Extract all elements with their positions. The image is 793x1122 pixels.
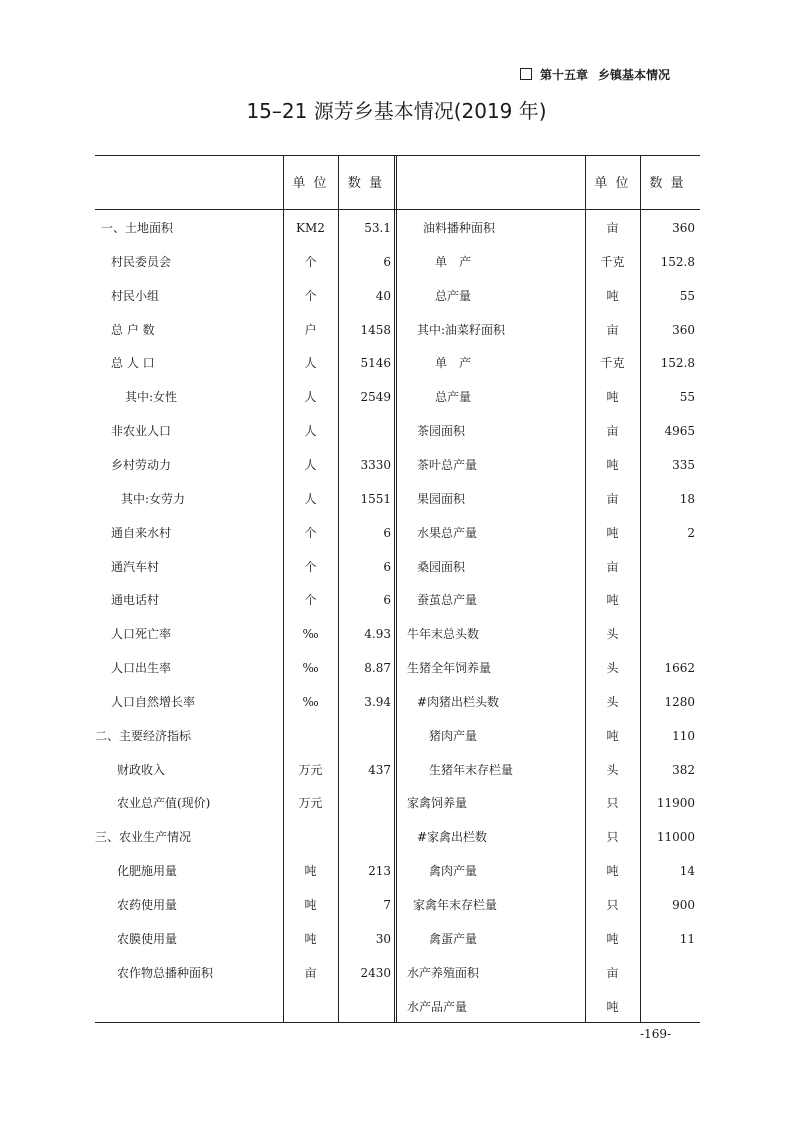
right-unit: 亩	[606, 221, 619, 235]
left-value: 213	[368, 864, 391, 879]
right-label: 桑园面积	[417, 559, 466, 574]
right-value: 11900	[656, 796, 695, 811]
left-label: 农业总产值(现价)	[117, 796, 211, 811]
right-label: #家禽出栏数	[417, 830, 488, 845]
right-label: 其中:油菜籽面积	[417, 322, 506, 337]
right-label: 蚕茧总产量	[417, 593, 478, 608]
right-label: 水产品产量	[407, 999, 468, 1014]
right-label: 禽蛋产量	[429, 931, 478, 946]
header-quantity-right: 数 量	[649, 176, 686, 191]
right-unit: 吨	[606, 390, 619, 405]
left-unit: ‰	[302, 627, 319, 642]
right-label: 家禽年末存栏量	[413, 898, 498, 912]
right-label: 牛年末总头数	[407, 627, 480, 642]
right-label: 总产量	[435, 288, 472, 303]
left-unit: 个	[304, 525, 317, 540]
right-value: 4965	[664, 424, 695, 439]
right-unit: 头	[606, 694, 619, 709]
table-header-rule	[95, 209, 700, 210]
right-unit: 亩	[606, 491, 619, 506]
table-row	[95, 617, 700, 651]
left-unit: 人	[304, 390, 317, 405]
right-label: 生猪全年饲养量	[407, 661, 492, 676]
left-unit: 人	[304, 491, 317, 506]
chapter-number: 第十五章	[540, 67, 589, 82]
right-value: 360	[672, 322, 695, 337]
right-unit: 头	[606, 661, 619, 676]
left-value: 6	[383, 559, 391, 574]
right-unit: 亩	[606, 424, 619, 439]
table-row	[95, 719, 700, 753]
left-value: 1551	[360, 491, 391, 506]
right-unit: 千克	[600, 356, 625, 371]
left-value: 6	[383, 525, 391, 540]
left-label: 一、土地面积	[101, 221, 174, 235]
right-label: 油料播种面积	[423, 221, 496, 235]
right-unit: 千克	[600, 254, 625, 269]
right-unit: 吨	[606, 457, 619, 472]
left-label: 财政收入	[117, 762, 166, 777]
right-value: 900	[672, 898, 695, 912]
table-top-rule	[95, 155, 700, 156]
right-value: 152.8	[660, 356, 695, 371]
table-row	[95, 990, 700, 1024]
right-unit: 吨	[606, 525, 619, 540]
left-unit: 万元	[298, 762, 323, 777]
right-value: 14	[679, 864, 695, 879]
table-row	[95, 346, 700, 380]
left-unit: 个	[304, 288, 317, 303]
left-unit: 个	[304, 254, 317, 269]
table-row	[95, 245, 700, 279]
left-value: 437	[368, 762, 391, 777]
right-label: 水果总产量	[417, 525, 478, 540]
right-unit: 头	[606, 762, 619, 777]
left-unit: 人	[304, 457, 317, 472]
right-unit: 吨	[606, 593, 619, 608]
right-value: 1280	[664, 694, 695, 709]
right-unit: 只	[606, 796, 619, 811]
table-row	[95, 922, 700, 956]
left-value: 7	[383, 898, 391, 912]
left-value: 53.1	[364, 221, 391, 235]
right-unit: 吨	[606, 999, 619, 1014]
left-value: 3.94	[364, 694, 391, 709]
right-unit: 吨	[606, 931, 619, 946]
table-row	[95, 380, 700, 414]
left-value: 8.87	[364, 661, 391, 676]
header-quantity-left: 数 量	[347, 176, 385, 191]
left-value: 1458	[360, 322, 391, 337]
left-unit: 个	[304, 593, 317, 608]
right-value: 382	[672, 762, 695, 777]
left-unit: 亩	[304, 965, 317, 980]
left-label: 化肥施用量	[117, 864, 178, 879]
left-label: 村民小组	[111, 288, 160, 303]
header-unit-right: 单 位	[594, 176, 631, 191]
right-value: 55	[679, 288, 695, 303]
table-row	[95, 786, 700, 820]
table-row	[95, 685, 700, 719]
table-row	[95, 482, 700, 516]
right-unit: 只	[606, 830, 619, 845]
left-label: 农膜使用量	[117, 931, 178, 946]
left-value: 30	[375, 931, 391, 946]
left-unit: ‰	[302, 694, 319, 709]
right-value: 360	[672, 221, 695, 235]
right-unit: 吨	[606, 288, 619, 303]
table-row	[95, 550, 700, 584]
table-row	[95, 753, 700, 787]
right-label: 家禽饲养量	[407, 796, 468, 811]
page-title: 15–21 源芳乡基本情况(2019 年)	[246, 99, 547, 123]
right-label: 禽肉产量	[429, 864, 478, 879]
right-label: 茶叶总产量	[417, 457, 478, 472]
left-value: 3330	[360, 457, 391, 472]
table-row	[95, 820, 700, 854]
left-value: 40	[375, 288, 391, 303]
left-label: 二、主要经济指标	[95, 728, 192, 743]
left-value: 5146	[360, 356, 391, 371]
right-value: 335	[672, 457, 695, 472]
left-unit: 户	[304, 322, 317, 337]
left-label: 其中:女性	[125, 390, 178, 405]
left-unit: 吨	[304, 931, 317, 946]
right-value: 152.8	[660, 254, 695, 269]
table-row	[95, 583, 700, 617]
right-unit: 亩	[606, 559, 619, 574]
chapter-name: 乡镇基本情况	[598, 67, 671, 82]
left-value: 4.93	[364, 627, 391, 642]
left-label: 人口死亡率	[111, 627, 172, 642]
right-value: 18	[679, 491, 695, 506]
left-label: 非农业人口	[111, 424, 172, 439]
table-row	[95, 211, 700, 245]
left-unit: KM2	[296, 221, 325, 235]
right-label: 茶园面积	[417, 424, 466, 439]
right-unit: 亩	[606, 965, 619, 980]
header-unit-left: 单 位	[292, 176, 329, 191]
left-label: 农作物总播种面积	[117, 965, 214, 980]
left-label: 村民委员会	[111, 254, 172, 269]
right-label: 猪肉产量	[429, 728, 478, 743]
left-unit: 吨	[304, 898, 317, 912]
left-unit: ‰	[302, 661, 319, 676]
left-unit: 万元	[298, 796, 323, 811]
right-label: 单 产	[435, 254, 472, 269]
left-unit: 吨	[304, 864, 317, 879]
left-label: 通电话村	[111, 593, 160, 608]
left-label: 三、农业生产情况	[95, 830, 192, 845]
right-unit: 头	[606, 627, 619, 642]
right-unit: 吨	[606, 728, 619, 743]
right-unit: 只	[606, 898, 619, 912]
table-row	[95, 414, 700, 448]
right-value: 110	[672, 728, 695, 743]
right-label: 总产量	[435, 390, 472, 405]
right-value: 11	[679, 931, 695, 946]
right-unit: 吨	[606, 864, 619, 879]
left-label: 其中:女劳力	[121, 491, 186, 506]
table-row	[95, 313, 700, 347]
left-label: 乡村劳动力	[111, 457, 172, 472]
table-row	[95, 888, 700, 922]
left-value: 2430	[360, 965, 391, 980]
right-value: 11000	[656, 830, 695, 845]
left-label: 农药使用量	[117, 898, 178, 912]
right-value: 1662	[664, 661, 695, 676]
right-value: 55	[679, 390, 695, 405]
right-value: 2	[687, 525, 695, 540]
table-row	[95, 279, 700, 313]
page-number: -169-	[640, 1027, 672, 1041]
left-value: 6	[383, 593, 391, 608]
left-value: 2549	[360, 390, 391, 405]
left-value: 6	[383, 254, 391, 269]
square-icon	[520, 68, 532, 80]
right-label: 单 产	[435, 356, 472, 371]
left-unit: 人	[304, 424, 317, 439]
left-unit: 个	[304, 559, 317, 574]
left-label: 总 人 口	[111, 356, 155, 371]
left-label: 总 户 数	[111, 322, 155, 337]
right-label: 生猪年末存栏量	[429, 762, 514, 777]
left-label: 人口自然增长率	[111, 694, 196, 709]
right-label: 果园面积	[417, 491, 466, 506]
table-row	[95, 516, 700, 550]
table-row	[95, 448, 700, 482]
table-row	[95, 956, 700, 990]
left-label: 通汽车村	[111, 559, 160, 574]
right-label: 水产养殖面积	[407, 965, 480, 980]
table-row	[95, 651, 700, 685]
left-unit: 人	[304, 356, 317, 371]
left-label: 通自来水村	[111, 525, 172, 540]
right-label: #肉猪出栏头数	[417, 694, 500, 709]
left-label: 人口出生率	[111, 661, 172, 676]
right-unit: 亩	[606, 322, 619, 337]
table-row	[95, 854, 700, 888]
chapter-header	[520, 64, 720, 84]
